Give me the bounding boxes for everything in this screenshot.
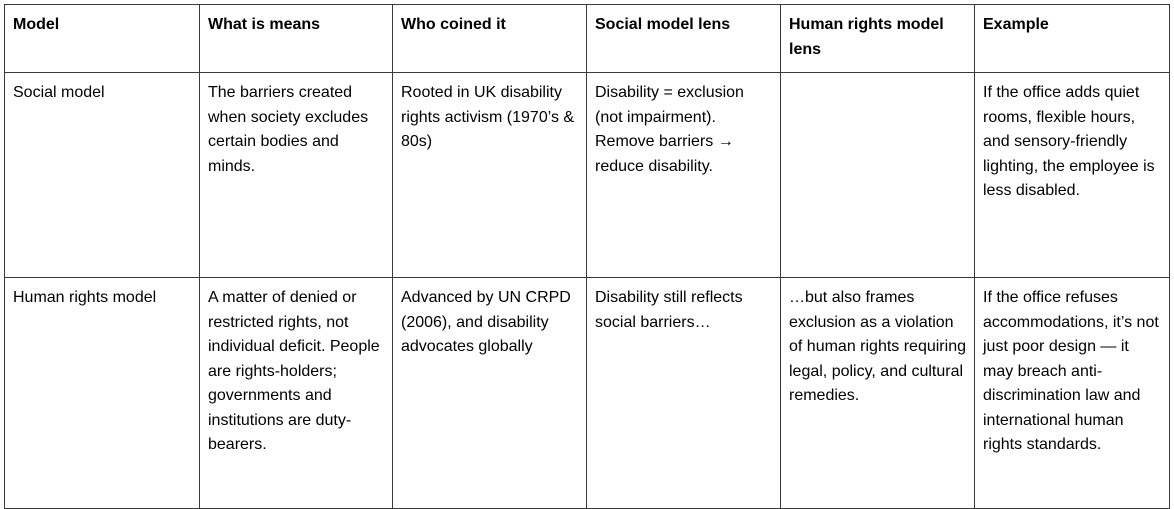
cell-example: If the office adds quiet rooms, flexible hours, and sensory-friendly lighting, the employee is less disabled. (975, 73, 1170, 278)
header-who-coined-it: Who coined it (393, 5, 587, 73)
table-row (5, 278, 1170, 509)
cell-meaning: A matter of denied or restricted rights, not individual deficit. People are rights-holders; governments and institutions are duty-bearers. (200, 278, 393, 509)
cell-coined: Advanced by UN CRPD (2006), and disability advocates globally (393, 278, 587, 509)
header-what-it-means: What is means (200, 5, 393, 73)
table-header-row (5, 5, 1170, 73)
document-page (4, 4, 1170, 509)
disability-models-table (4, 4, 1170, 509)
cell-meaning: The barriers created when society excludes certain bodies and minds. (200, 73, 393, 278)
cell-model: Human rights model (5, 278, 200, 509)
header-example: Example (975, 5, 1170, 73)
cell-example: If the office refuses accommodations, it’s not just poor design — it may breach anti-discrimination law and international human rights standards. (975, 278, 1170, 509)
cell-model: Social model (5, 73, 200, 278)
cell-social-lens: Disability still reflects social barriers… (587, 278, 781, 509)
header-social-model-lens: Social model lens (587, 5, 781, 73)
cell-social-lens: Disability = exclusion (not impairment). Remove barriers → reduce disability. (587, 73, 781, 278)
table-row (5, 73, 1170, 278)
header-model: Model (5, 5, 200, 73)
cell-coined: Rooted in UK disability rights activism (1970’s & 80s) (393, 73, 587, 278)
cell-human-rights-lens (781, 73, 975, 278)
header-human-rights-model-lens: Human rights model lens (781, 5, 975, 73)
cell-human-rights-lens: …but also frames exclusion as a violation of human rights requiring legal, policy, and cultural remedies. (781, 278, 975, 509)
